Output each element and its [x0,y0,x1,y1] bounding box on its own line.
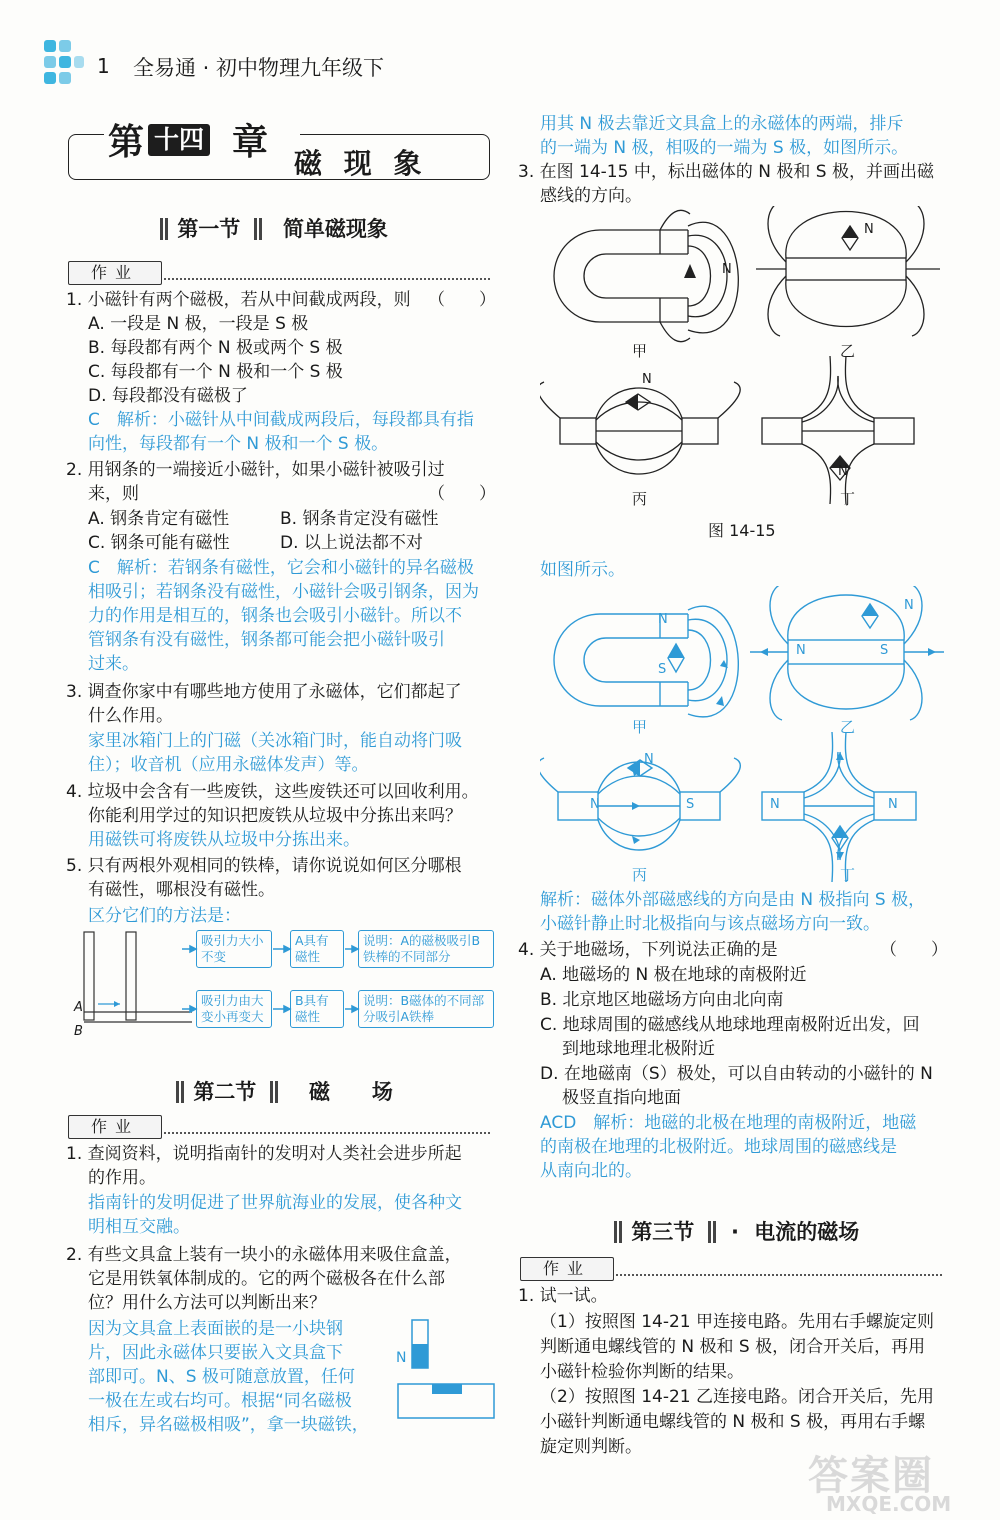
r-q3-stem-2: 感线的方向。 [540,186,642,206]
fig-q-n-ding: N [838,464,848,479]
r-q4-option-a: A. 地磁场的 N 极在地球的南极附近 [540,965,807,985]
q1-answer-1: C 解析：小磁针从中间截成两段后，每段都具有指 [88,410,474,430]
section-2-number: 第二节 [193,1080,257,1104]
r-q4-answer-3: 从南向北的。 [540,1161,642,1181]
q1-answer-2: 向性，每段都有一个 N 极和一个 S 极。 [88,434,389,454]
right-cont-2: 的一端为 N 极，相吸的一端为 S 极，如图所示。 [540,138,909,158]
ans-fig-n-bing: N [590,797,600,812]
ans-label-ding: 丁 [840,866,856,884]
fig-q-n-jia: N [722,262,732,277]
section-3-name: 电流的磁场 [754,1220,860,1244]
pencil-box-n-label: N [396,1350,407,1366]
q2-answer-1: C 解析：若钢条有磁性，它会和小磁针的异名磁极 [88,558,474,578]
header-logo-icon [42,38,86,88]
fig-q-label-bing: 丙 [632,490,648,508]
chapter-banner [68,118,494,180]
s2q2-answer-4: 一极在左或右均可。根据“同名磁极 [88,1391,352,1411]
watermark-line-1: 答案圈 [808,1453,934,1499]
figure-14-15 [540,206,960,506]
chapter-prefix: 第 [108,122,145,163]
r-q3-stem-1: 3. 在图 14-15 中，标出磁体的 N 极和 S 极，并画出磁 [518,162,934,182]
ans-label-jia: 甲 [632,718,648,736]
ans-fig-n-jia: N [658,612,668,627]
q2-answer-4: 管钢条有没有磁性，钢条都可能会把小磁针吸引 [88,630,445,650]
r-q4-option-c1: C. 地球周围的磁感线从地球地理南极附近出发，回 [540,1015,920,1035]
s2q1-stem-2: 的作用。 [88,1168,156,1188]
q2-option-c: C. 钢条可能有磁性 [88,533,230,553]
r-q3-analysis-2: 小磁针静止时北极指向与该点磁场方向一致。 [540,914,880,934]
homework-tag-3: 作业 [520,1257,614,1281]
q3-answer-2: 住）；收音机（应用永磁体发声）等。 [88,755,369,775]
r-q4-option-d2: 极竖直指向地面 [562,1088,681,1108]
s2q1-answer-2: 明相互交融。 [88,1217,190,1237]
s2q1-answer-1: 指南针的发明促进了世界航海业的发展，使各种文 [88,1193,462,1213]
q5-answer-1: 区分它们的方法是： [88,906,241,926]
homework-tag-2: 作业 [68,1115,162,1139]
q1-paren: （ ） [428,290,496,310]
section-3-title: 第三节 · 电流的磁场 [614,1216,859,1246]
q5-label-b: B [74,1024,83,1039]
flow-box-r1a: 吸引力大小不变 [196,930,272,968]
s2q2-answer-3: 部即可。N、S 极可随意放置，任何 [88,1367,355,1387]
q3-answer-1: 家里冰箱门上的门磁（关冰箱门时，能自动将门吸 [88,731,462,751]
section-1-name: 简单磁现象 [282,217,388,241]
q5-stem-1: 5. 只有两根外观相同的铁棒，请你说说如何区分哪根 [66,856,462,876]
chapter-number: 十四 [148,124,210,156]
q1-option-b: B. 每段都有两个 N 极或两个 S 极 [88,338,343,358]
s3q1-p1c: 小磁针检验你判断的结果。 [540,1362,744,1382]
r-q3-answer-intro: 如图所示。 [540,560,625,580]
r-q4-answer-2: 的南极在地理的北极附近。地球周围的磁感线是 [540,1137,897,1157]
section-1-number: 第一节 [177,217,241,241]
fig-q-n-yi: N [864,222,874,237]
section-3-number: 第三节 [631,1220,695,1244]
q4-answer-1: 用磁铁可将废铁从垃圾中分拣出来。 [88,830,360,850]
r-q4-option-d1: D. 在地磁南（S）极处，可以自由转动的小磁针的 N [540,1064,933,1084]
s2q2-answer-5: 相斥，异名磁极相吸”，拿一块磁铁， [88,1415,369,1435]
q2-stem-2: 来，则 [88,484,139,504]
q1-stem: 1. 小磁针有两个磁极，若从中间截成两段，则 [66,290,411,310]
s3q1-p1a: （1）按照图 14-21 甲连接电路。先用右手螺旋定则 [540,1312,935,1332]
s2q2-stem-3: 位？用什么方法可以判断出来？ [88,1293,326,1313]
section-2-title [176,1076,393,1106]
s2q2-answer-1: 因为文具盒上表面嵌的是一小块钢 [88,1319,343,1339]
ans-fig-s-yi: S [880,643,889,658]
s2q2-stem-1: 2. 有些文具盒上装有一块小的永磁体用来吸住盒盖， [66,1245,462,1265]
fig-q-n-bing: N [642,372,652,387]
q2-answer-2: 相吸引；若钢条没有磁性，小磁针会吸引钢条，因为 [88,582,479,602]
q2-option-d: D. 以上说法都不对 [280,533,423,553]
r-q3-analysis-1: 解析：磁体外部磁感线的方向是由 N 极指向 S 极， [540,890,926,910]
q1-option-a: A. 一段是 N 极，一段是 S 极 [88,314,309,334]
ans-fig-n-bing-needle: N [644,752,654,767]
s3q1-p2b: 小磁针判断通电螺线管的 N 极和 S 极，再用右手螺 [540,1412,926,1432]
section-2-name: 磁 场 [308,1080,393,1104]
ans-fig-n-ding-l: N [770,797,780,812]
ans-fig-s-jia: S [658,662,667,677]
ans-fig-s-bing: S [686,797,695,812]
q1-option-c: C. 每段都有一个 N 极和一个 S 极 [88,362,343,382]
q2-paren: （ ） [428,484,496,504]
q5-label-a: A [74,1000,83,1015]
ans-fig-n-ding-r: N [888,797,898,812]
r-q4-option-b: B. 北京地区地磁场方向由北向南 [540,990,784,1010]
s3q1-p1b: 判断通电螺线管的 N 极和 S 极，闭合开关后，再用 [540,1337,926,1357]
s3q1-p2a: （2）按照图 14-21 乙连接电路。闭合开关后，先用 [540,1387,935,1407]
figure-caption: 图 14-15 [708,521,776,540]
r-q4-stem: 4. 关于地磁场，下列说法正确的是 [518,940,778,960]
s3q1-p2c: 旋定则判断。 [540,1437,642,1457]
ans-label-yi: 乙 [840,718,856,736]
s2q1-stem-1: 1. 查阅资料，说明指南针的发明对人类社会进步所起 [66,1144,462,1164]
s3q1-stem: 1. 试一试。 [518,1286,608,1306]
flow-box-r1c: 说明：A的磁极吸引B铁棒的不同部分 [358,930,494,968]
q3-stem-1: 3. 调查你家中有哪些地方使用了永磁体，它们都起了 [66,682,462,702]
q4-stem-2: 你能利用学过的知识把废铁从垃圾中分拣出来吗？ [88,806,462,826]
r-q4-option-c2: 到地球地理北极附近 [562,1039,715,1059]
r-q4-answer-1: ACD 解析：地磁的北极在地理的南极附近，地磁 [540,1113,917,1133]
page-number: 1 [97,54,110,78]
flow-box-r2c: 说明：B磁体的不同部分吸引A铁棒 [358,990,494,1028]
flow-box-r2b: B具有磁性 [290,990,344,1028]
q2-answer-5: 过来。 [88,654,139,674]
s2q2-answer-2: 片，因此永磁体只要嵌入文具盒下 [88,1343,343,1363]
q4-stem-1: 4. 垃圾中会含有一些废铁，这些废铁还可以回收利用。 [66,782,479,802]
right-cont-1: 用其 N 极去靠近文具盒上的永磁体的两端，排斥 [540,114,904,134]
q5-stem-2: 有磁性，哪根没有磁性。 [88,880,275,900]
ans-label-bing: 丙 [632,866,648,884]
flow-box-r2a: 吸引力由大变小再变大 [196,990,272,1028]
pencil-box-figure [392,1318,496,1422]
fig-q-label-yi: 乙 [840,342,856,360]
fig-q-label-jia: 甲 [632,342,648,360]
r-q4-paren: （ ） [880,940,948,960]
ans-fig-n-needle: N [904,598,914,613]
flow-arrows-icon [180,930,360,1030]
flow-box-r1b: A具有磁性 [290,930,344,968]
q2-answer-3: 力的作用是相互的，钢条也会吸引小磁针。所以不 [88,606,462,626]
s2q2-stem-2: 它是用铁氧体制成的。它的两个磁极各在什么部 [88,1269,445,1289]
q1-option-d: D. 每段都没有磁极了 [88,386,248,406]
fig-q-label-ding: 丁 [840,490,856,508]
ans-fig-n-yi: N [796,643,806,658]
q5-bars-figure [74,928,194,1046]
watermark-line-2: MXQE.COM [826,1492,952,1516]
q2-stem-1: 2. 用钢条的一端接近小磁针，如果小磁针被吸引过 [66,460,445,480]
chapter-suffix: 章 [232,122,269,163]
answer-figure [540,586,960,886]
q3-stem-2: 什么作用。 [88,706,173,726]
chapter-title: 磁 现 象 [294,147,428,180]
q2-option-b: B. 钢条肯定没有磁性 [280,509,439,529]
q2-option-a: A. 钢条肯定有磁性 [88,509,230,529]
section-1-title [160,213,388,243]
homework-tag-1: 作业 [68,261,162,285]
book-title: 全易通 · 初中物理九年级下 [133,56,385,80]
